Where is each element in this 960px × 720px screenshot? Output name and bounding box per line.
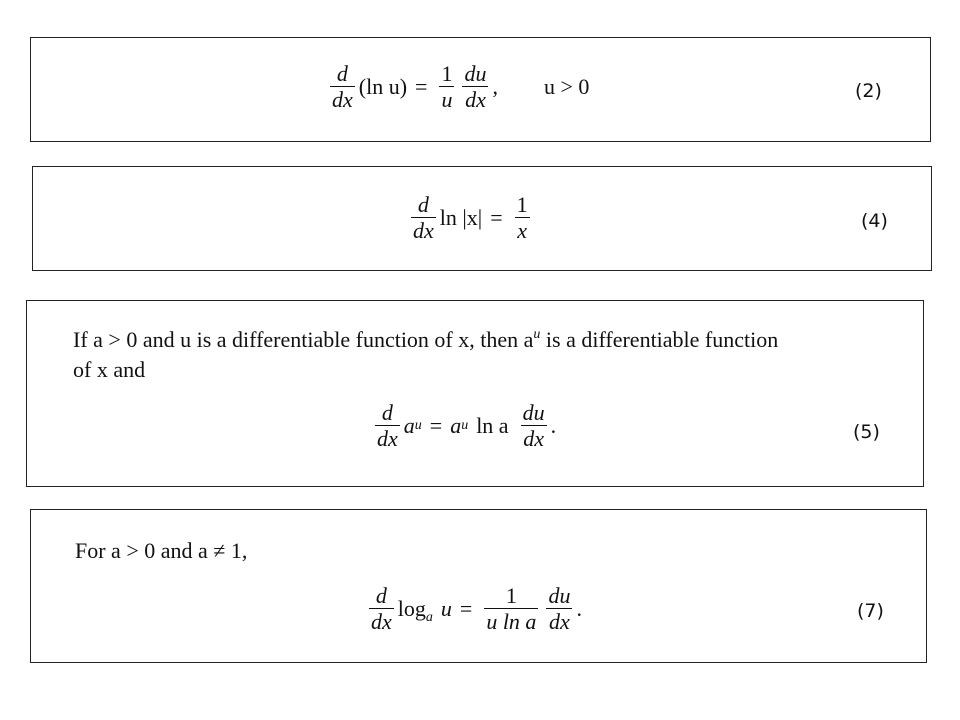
equation-box-2 — [30, 37, 931, 142]
one-over-u-ln-a: $\frac{1}{\text{u ln a}}$ — [486, 583, 537, 635]
equation-number: (4) — [861, 210, 888, 232]
equation-box-5 — [26, 300, 924, 487]
equation-number: (2) — [855, 80, 882, 102]
equation-7: $\frac{d}{dx}$ $\log_a$ u = $\frac{1}{\text{u ln a}}$ $\frac{du}{dx}$ . — [371, 583, 582, 635]
equals-sign: = — [459, 595, 473, 621]
derivative-operator: $\frac{d}{dx}$ — [332, 61, 353, 113]
one-over-u: $\frac{1}{u}$ — [441, 61, 453, 113]
du-dx-fraction: $\frac{du}{dx}$ — [548, 583, 571, 635]
equation-box-7 — [30, 509, 927, 663]
ln-a-term: ln a — [476, 412, 509, 438]
derivative-operator: $\frac{d}{dx}$ — [377, 400, 398, 452]
equation-number: (5) — [853, 421, 880, 443]
equation-4 — [407, 193, 534, 242]
condition-statement: For a > 0 and a ≠ 1, — [75, 538, 248, 563]
equals-sign: = — [429, 412, 443, 438]
condition-text: u > 0 — [543, 73, 590, 99]
derivative-operator: $\frac{d}{dx}$ — [413, 192, 434, 244]
equation-5: $\frac{d}{dx}$ a u = a u ln a $\frac{du}{dx}$ . — [377, 400, 557, 452]
ln-abs-x-term: ln |x| — [439, 204, 483, 230]
equals-sign: = — [415, 73, 428, 99]
equation-box-4 — [32, 166, 932, 271]
ln-u-term: (ln u) — [358, 73, 408, 99]
du-dx-fraction: $\frac{du}{dx}$ — [464, 61, 487, 113]
theorem-statement: If a > 0 and u is a differentiable function of x, then $a^u$ is a differentiable function of x and — [73, 327, 779, 382]
equation-number: (7) — [857, 600, 884, 622]
comma: , — [492, 73, 498, 99]
equals-sign: = — [490, 204, 503, 230]
one-over-x: $\frac{1}{x}$ — [516, 192, 528, 244]
equation-2 — [326, 62, 589, 111]
log-term: $\log_a$ — [397, 595, 433, 625]
du-dx-fraction: $\frac{du}{dx}$ — [522, 400, 545, 452]
derivative-operator: $\frac{d}{dx}$ — [371, 583, 392, 635]
